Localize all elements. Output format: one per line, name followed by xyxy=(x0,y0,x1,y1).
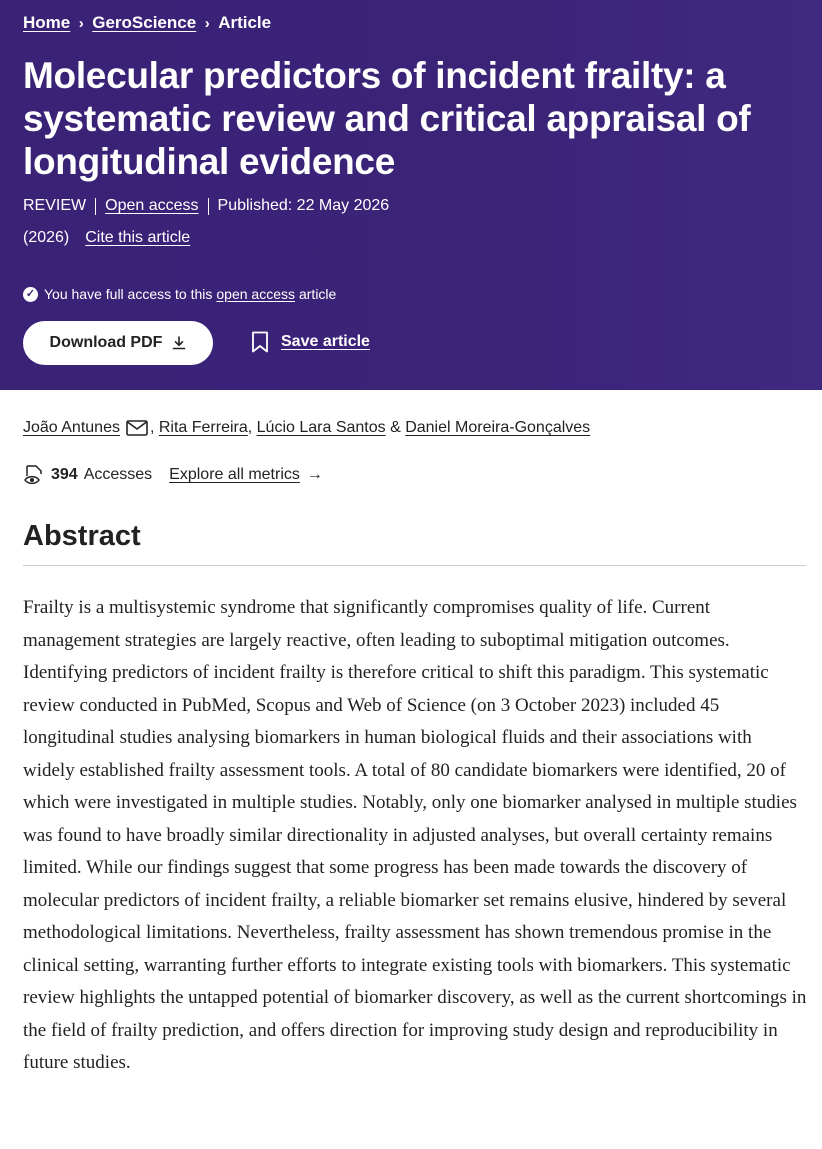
author-separator: , xyxy=(149,419,159,436)
access-notice xyxy=(23,286,336,302)
save-article-label: Save article xyxy=(281,333,370,350)
article-citation xyxy=(23,229,190,247)
divider xyxy=(95,198,96,215)
abstract-text: Frailty is a multisystemic syndrome that significantly compromises quality of life. Current management strategies are largely reactive, often leading to suboptimal mitigation outcomes. Identifying predictors of incident frailty is therefore critical to shift this paradigm. This systematic review conducted in PubMed, Scopus and Web of Science (on 3 October 2023) included 45 longitudinal studies analysing biomarkers in human biological fluids and their associations with widely established frailty assessment tools. A total of 80 candidate biomarkers were identified, 20 of which were investigated in multiple studies. Notably, only one biomarker analysed in multiple studies was found to have broadly similar directionality in adjusted analyses, but overall certainty remains limited. While our findings suggest that some progress has been made towards the discovery of molecular predictors of incident frailty, a reliable biomarker set remains elusive, hindered by several methodological limitations. Nevertheless, frailty assessment has shown tremendous promise in the clinical setting, warranting further efforts to integrate existing tools with biomarkers. This systematic review highlights the untapped potential of biomarker discovery, as well as the current shortcomings in the field of frailty prediction, and offers direction for improving study design and reproducibility in future studies. xyxy=(23,597,807,1073)
article-type: REVIEW xyxy=(23,197,87,214)
author-link[interactable]: João Antunes xyxy=(23,419,120,436)
download-pdf-label: Download PDF xyxy=(49,334,163,351)
author-link[interactable]: Daniel Moreira-Gonçalves xyxy=(405,419,591,436)
accesses-label: Accesses xyxy=(83,466,153,483)
breadcrumb-home-link[interactable]: Home xyxy=(23,13,71,32)
arrow-right-icon: → xyxy=(306,466,323,483)
chevron-right-icon: › xyxy=(78,14,84,32)
explore-metrics-link[interactable]: Explore all metrics xyxy=(169,466,300,483)
author-link[interactable]: Rita Ferreira xyxy=(158,419,248,436)
published-date: Published: 22 May 2026 xyxy=(217,197,390,214)
article-title: Molecular predictors of incident frailty: a systematic review and critical appraisal of longitudinal evidence xyxy=(23,55,751,182)
download-icon xyxy=(172,336,186,350)
article-header xyxy=(0,0,822,390)
access-prefix: You have full access to this xyxy=(44,286,213,302)
abstract-heading: Abstract xyxy=(23,520,141,552)
save-article-button[interactable] xyxy=(251,331,370,353)
accesses-count: 394 xyxy=(51,466,78,483)
divider xyxy=(208,198,209,215)
bookmark-icon xyxy=(251,331,269,353)
author-link[interactable]: Lúcio Lara Santos xyxy=(256,419,386,436)
open-access-info-link[interactable]: open access xyxy=(216,286,295,302)
article-year: (2026) xyxy=(23,229,70,246)
author-separator: , xyxy=(247,419,257,436)
breadcrumb-current: Article xyxy=(218,13,272,32)
breadcrumb-journal-link[interactable]: GeroScience xyxy=(92,13,197,32)
author-list xyxy=(23,419,590,437)
article-meta xyxy=(23,197,389,215)
open-access-link[interactable]: Open access xyxy=(105,197,199,214)
article-metrics xyxy=(23,464,323,486)
section-divider xyxy=(23,565,806,566)
eye-icon xyxy=(23,464,45,486)
cite-article-link[interactable]: Cite this article xyxy=(85,229,191,246)
download-pdf-button[interactable] xyxy=(23,321,213,365)
access-suffix: article xyxy=(298,286,337,302)
check-circle-icon: ✓ xyxy=(23,287,38,302)
author-separator: & xyxy=(385,419,406,436)
mail-icon[interactable] xyxy=(126,420,148,436)
breadcrumb xyxy=(23,13,271,33)
chevron-right-icon: › xyxy=(204,14,210,32)
